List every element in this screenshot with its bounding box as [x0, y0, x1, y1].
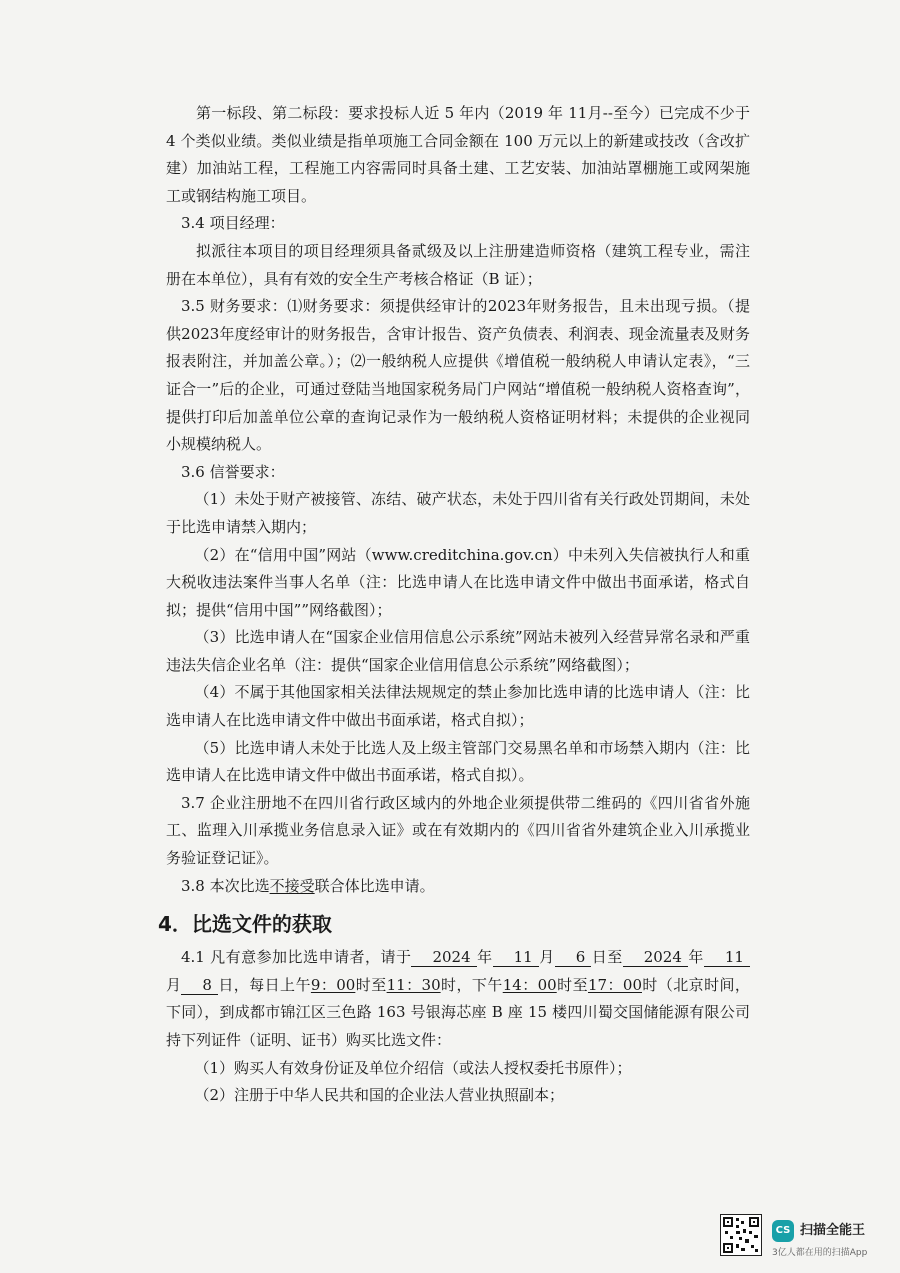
s41-text-j: 时至 — [556, 975, 588, 994]
section-3-8-underlined: 不接受 — [269, 876, 315, 895]
s41-text-b: 年 — [476, 948, 493, 967]
section-3-4-body: 拟派往本项目的项目经理须具备贰级及以上注册建造师资格（建筑工程专业，需注册在本单位），具有有效的安全生产考核合格证（B 证）； — [166, 241, 750, 288]
s41-text-e: 年 — [687, 948, 704, 967]
section-3-6-item-1: （1）未处于财产被接管、冻结、破产状态，未处于四川省有关行政处罚期间，未处于比选申请禁入期内； — [166, 490, 750, 536]
s41-afternoon-end: 17：00 — [587, 975, 642, 994]
section-4-1 — [166, 944, 750, 1054]
camscanner-tagline: 3亿人都在用的扫描App — [772, 1248, 868, 1258]
s41-text-h: 时至 — [355, 975, 387, 994]
s41-end-year: 2024 — [623, 948, 688, 967]
camscanner-brand-name: 扫描全能王 — [800, 1223, 866, 1238]
section-3-6-item-4: （4）不属于其他国家相关法律法规规定的禁止参加比选申请的比选申请人（注：比选申请人在比选申请文件中做出书面承诺，格式自拟）； — [166, 683, 750, 730]
section-3-8-suffix: 联合体比选申请。 — [314, 876, 435, 895]
s41-text-d: 日至 — [591, 948, 623, 967]
camscanner-logo-icon: CS — [772, 1220, 794, 1242]
s41-text-g: 日，每日上午 — [217, 975, 311, 994]
section-3-6-item-5: （5）比选申请人未处于比选人及上级主管部门交易黑名单和市场禁入期内（注：比选申请人在比选申请文件中做出书面承诺，格式自拟）。 — [166, 738, 750, 785]
s41-start-year: 2024 — [411, 948, 476, 967]
document-body — [158, 100, 750, 1110]
section-3-8 — [166, 873, 750, 901]
s41-afternoon-start: 14：00 — [502, 975, 557, 994]
section-3-8-prefix: 3.8 本次比选 — [181, 876, 270, 895]
s41-start-day: 6 — [555, 948, 592, 967]
s41-text-k: 时（北京时间，下同），到成都市锦江区三色路 163 号银海芯座 B 座 15 楼四川蜀交国储能源有限公司持下列证件（证明、证书）购买比选文件： — [166, 975, 750, 1049]
s41-text-a: 4.1 凡有意参加比选申请者，请于 — [181, 948, 412, 967]
section-3-5-finance: 3.5 财务要求：⑴财务要求：须提供经审计的2023年财务报告，且未出现亏损。（提供2023年度经审计的财务报告，含审计报告、资产负债表、利润表、现金流量表及财务报表附注，并加盖公章。）；⑵一般纳税人应提供《增值税一般纳税人申请认定表》，“三证合一”后的企业，可通过登陆当地国家税务局门户网站“增值税一般纳税人资格查询”，提供打印后加盖单位公章的查询记录作为一般纳税人资格证明材料；未提供的企业视同小规模纳税人。 — [166, 297, 750, 454]
section-3-6-item-3: （3）比选申请人在“国家企业信用信息公示系统”网站未被列入经营异常名录和严重违法失信企业名单（注：提供“国家企业信用信息公示系统”网络截图）； — [166, 628, 750, 674]
section-4-heading: 4．比选文件的获取 — [158, 912, 332, 937]
section-3-6-title: 3.6 信誉要求： — [181, 462, 285, 481]
s41-text-c: 月 — [538, 948, 555, 967]
camscanner-watermark — [720, 1214, 890, 1260]
s41-morning-start: 9：00 — [310, 975, 356, 994]
section-4-1-item-2: （2）注册于中华人民共和国的企业法人营业执照副本； — [194, 1086, 565, 1105]
paragraph-performance-requirement: 第一标段、第二标段：要求投标人近 5 年内（2019 年 11月--至今）已完成不少于 4 个类似业绩。类似业绩是指单项施工合同金额在 100 万元以上的新建或技改（含改扩建）加油站工程，工程施工内容需同时具备土建、工艺安装、加油站罩棚施工或网架施工或钢结构施工项目。 — [166, 104, 750, 205]
section-3-4-title: 3.4 项目经理： — [181, 214, 285, 233]
s41-text-f: 月 — [166, 975, 182, 994]
section-4-1-item-1: （1）购买人有效身份证及单位介绍信（或法人授权委托书原件）； — [194, 1058, 632, 1077]
s41-end-day: 8 — [181, 976, 218, 995]
section-3-7: 3.7 企业注册地不在四川省行政区域内的外地企业须提供带二维码的《四川省省外施工、监理入川承揽业务信息录入证》或在有效期内的《四川省省外建筑企业入川承揽业务验证登记证》。 — [166, 793, 750, 868]
s41-text-i: 时，下午 — [440, 975, 503, 994]
qr-code-icon — [720, 1214, 762, 1256]
s41-morning-end: 11：30 — [386, 975, 441, 994]
s41-start-month: 11 — [493, 948, 539, 967]
s41-end-month: 11 — [704, 948, 750, 967]
section-3-6-item-2: （2）在“信用中国”网站（www.creditchina.gov.cn）中未列入失信被执行人和重大税收违法案件当事人名单（注：比选申请人在比选申请文件中做出书面承诺，格式自拟；提供“信用中国””网络截图）； — [166, 545, 750, 619]
